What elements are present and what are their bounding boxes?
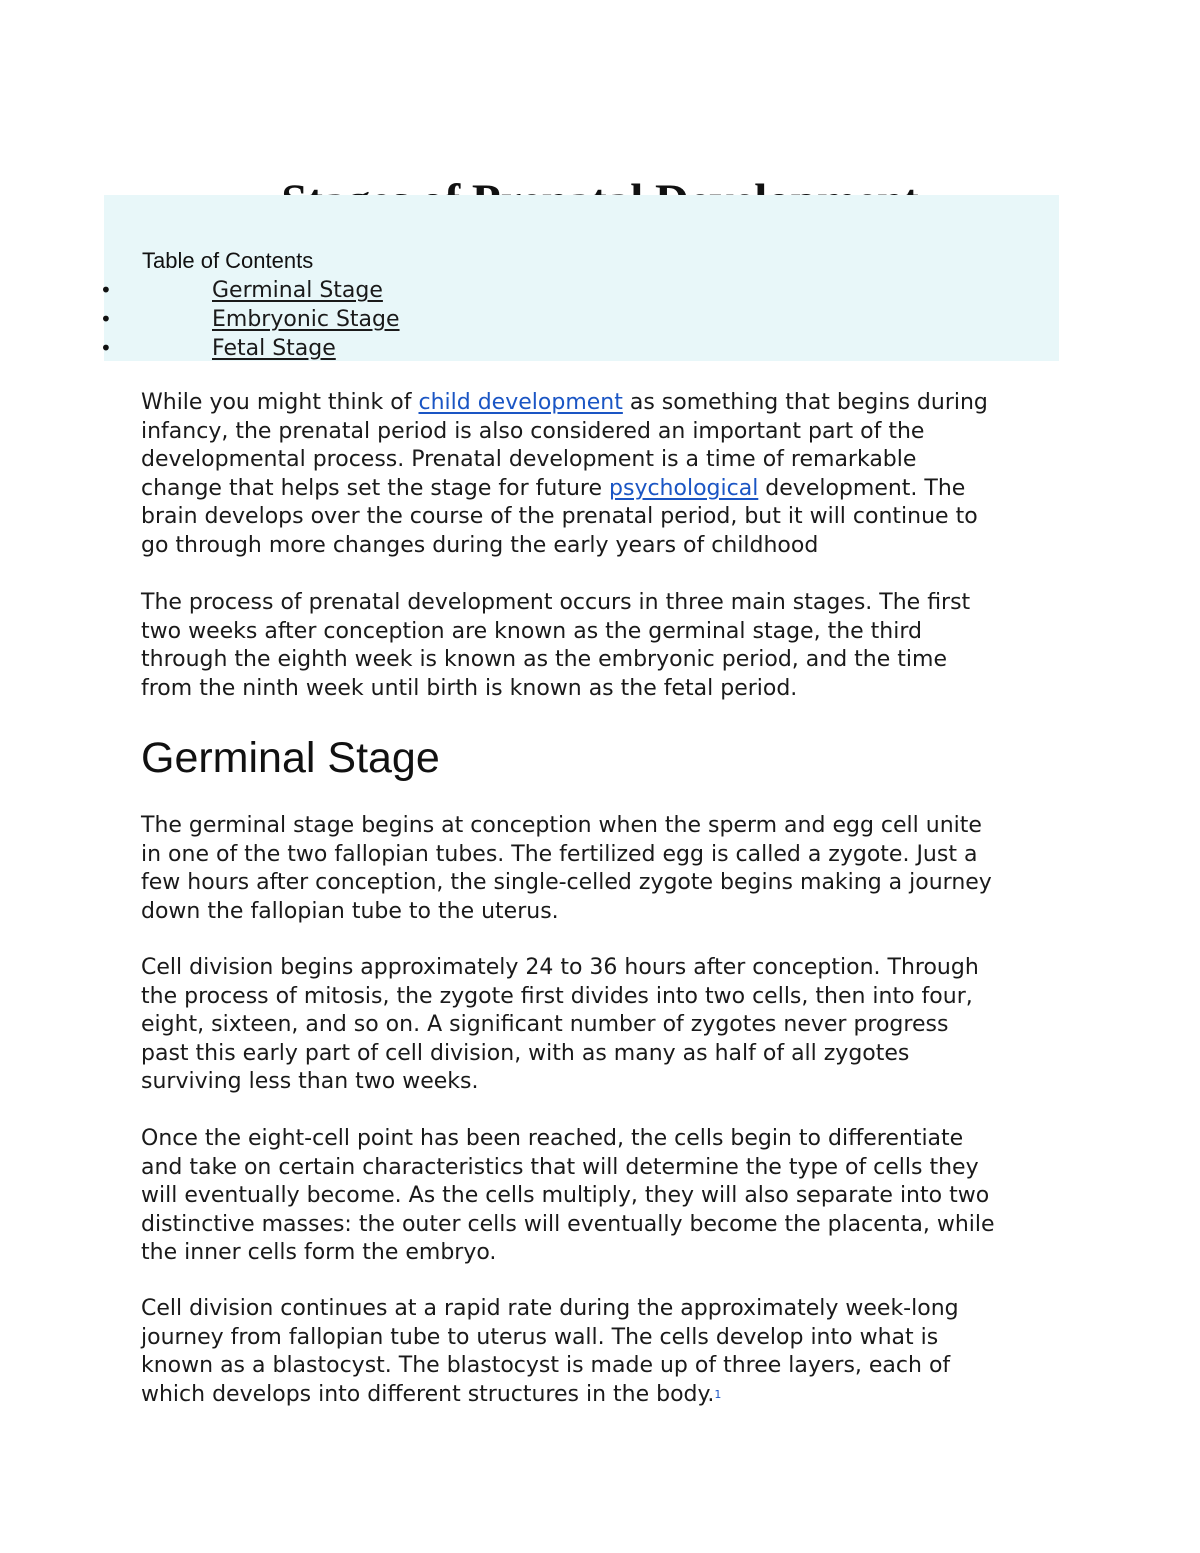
text-line: go through more changes during the early years of childhood — [141, 532, 819, 558]
text-line: Cell division continues at a rapid rate during the approximately week-long — [141, 1296, 959, 1321]
text-line — [141, 475, 1071, 504]
blastocyst-paragraph — [141, 1295, 1071, 1412]
text-run: which develops into different structures in the body. — [141, 1381, 715, 1407]
text-line: Cell division begins approximately 24 to 36 hours after conception. Through — [141, 955, 979, 980]
differentiation-paragraph — [141, 1125, 1071, 1268]
toc-link-embryonic-stage[interactable]: Embryonic Stage — [212, 307, 400, 332]
text-line: journey from fallopian tube to uterus wall. The cells develop into what is — [141, 1324, 939, 1350]
text-run: change that helps set the stage for future — [141, 475, 610, 501]
toc-link-fetal-stage[interactable]: Fetal Stage — [212, 336, 336, 361]
text-line: The process of prenatal development occurs in three main stages. The first — [141, 590, 971, 615]
bullet-icon: • — [100, 307, 112, 331]
text-line: infancy, the prenatal period is also considered an important part of the — [141, 418, 925, 444]
text-line: and take on certain characteristics that will determine the type of cells they — [141, 1154, 979, 1180]
text-line: from the ninth week until birth is known as the fetal period. — [141, 675, 798, 701]
text-line: surviving less than two weeks. — [141, 1069, 479, 1095]
text-line: through the eighth week is known as the embryonic period, and the time — [141, 647, 947, 673]
text-run: development. The — [758, 475, 966, 501]
text-line: eight, sixteen, and so on. A significant number of zygotes never progress — [141, 1012, 949, 1038]
text-line: known as a blastocyst. The blastocyst is made up of three layers, each of — [141, 1353, 951, 1379]
psychological-link[interactable]: psychological — [609, 475, 759, 501]
toc-link-germinal-stage[interactable]: Germinal Stage — [212, 278, 383, 303]
text-line: the inner cells form the embryo. — [141, 1240, 497, 1266]
bullet-icon: • — [100, 336, 112, 360]
toc-heading: Table of Contents — [142, 248, 314, 273]
text-line: Once the eight-cell point has been reached, the cells begin to differentiate — [141, 1126, 964, 1151]
text-line: past this early part of cell division, with as many as half of all zygotes — [141, 1040, 910, 1066]
text-line: few hours after conception, the single-celled zygote begins making a journey — [141, 870, 992, 896]
cell-division-paragraph — [141, 954, 1071, 1097]
text-line: will eventually become. As the cells multiply, they will also separate into two — [141, 1183, 990, 1209]
bullet-icon: • — [100, 278, 112, 302]
text-run: While you might think of — [141, 390, 419, 415]
footnote-marker[interactable]: 1 — [714, 1387, 722, 1401]
text-line — [141, 1381, 1071, 1413]
text-line: distinctive masses: the outer cells will eventually become the placenta, while — [141, 1211, 995, 1237]
text-line: developmental process. Prenatal development is a time of remarkable — [141, 447, 917, 473]
text-line — [141, 389, 1071, 418]
germinal-paragraph — [141, 812, 1071, 926]
text-line: in one of the two fallopian tubes. The fertilized egg is called a zygote. Just a — [141, 841, 978, 867]
text-run: as something that begins during — [622, 390, 988, 415]
text-line: The germinal stage begins at conception when the sperm and egg cell unite — [141, 813, 982, 838]
text-line: the process of mitosis, the zygote first divides into two cells, then into four, — [141, 983, 973, 1009]
text-line: two weeks after conception are known as the germinal stage, the third — [141, 618, 922, 644]
germinal-stage-heading: Germinal Stage — [141, 734, 440, 782]
stages-overview-paragraph — [141, 589, 1071, 703]
child-development-link[interactable]: child development — [418, 390, 623, 415]
text-line: brain develops over the course of the prenatal period, but it will continue to — [141, 504, 978, 530]
text-line: down the fallopian tube to the uterus. — [141, 898, 559, 924]
intro-paragraph — [141, 389, 1071, 561]
